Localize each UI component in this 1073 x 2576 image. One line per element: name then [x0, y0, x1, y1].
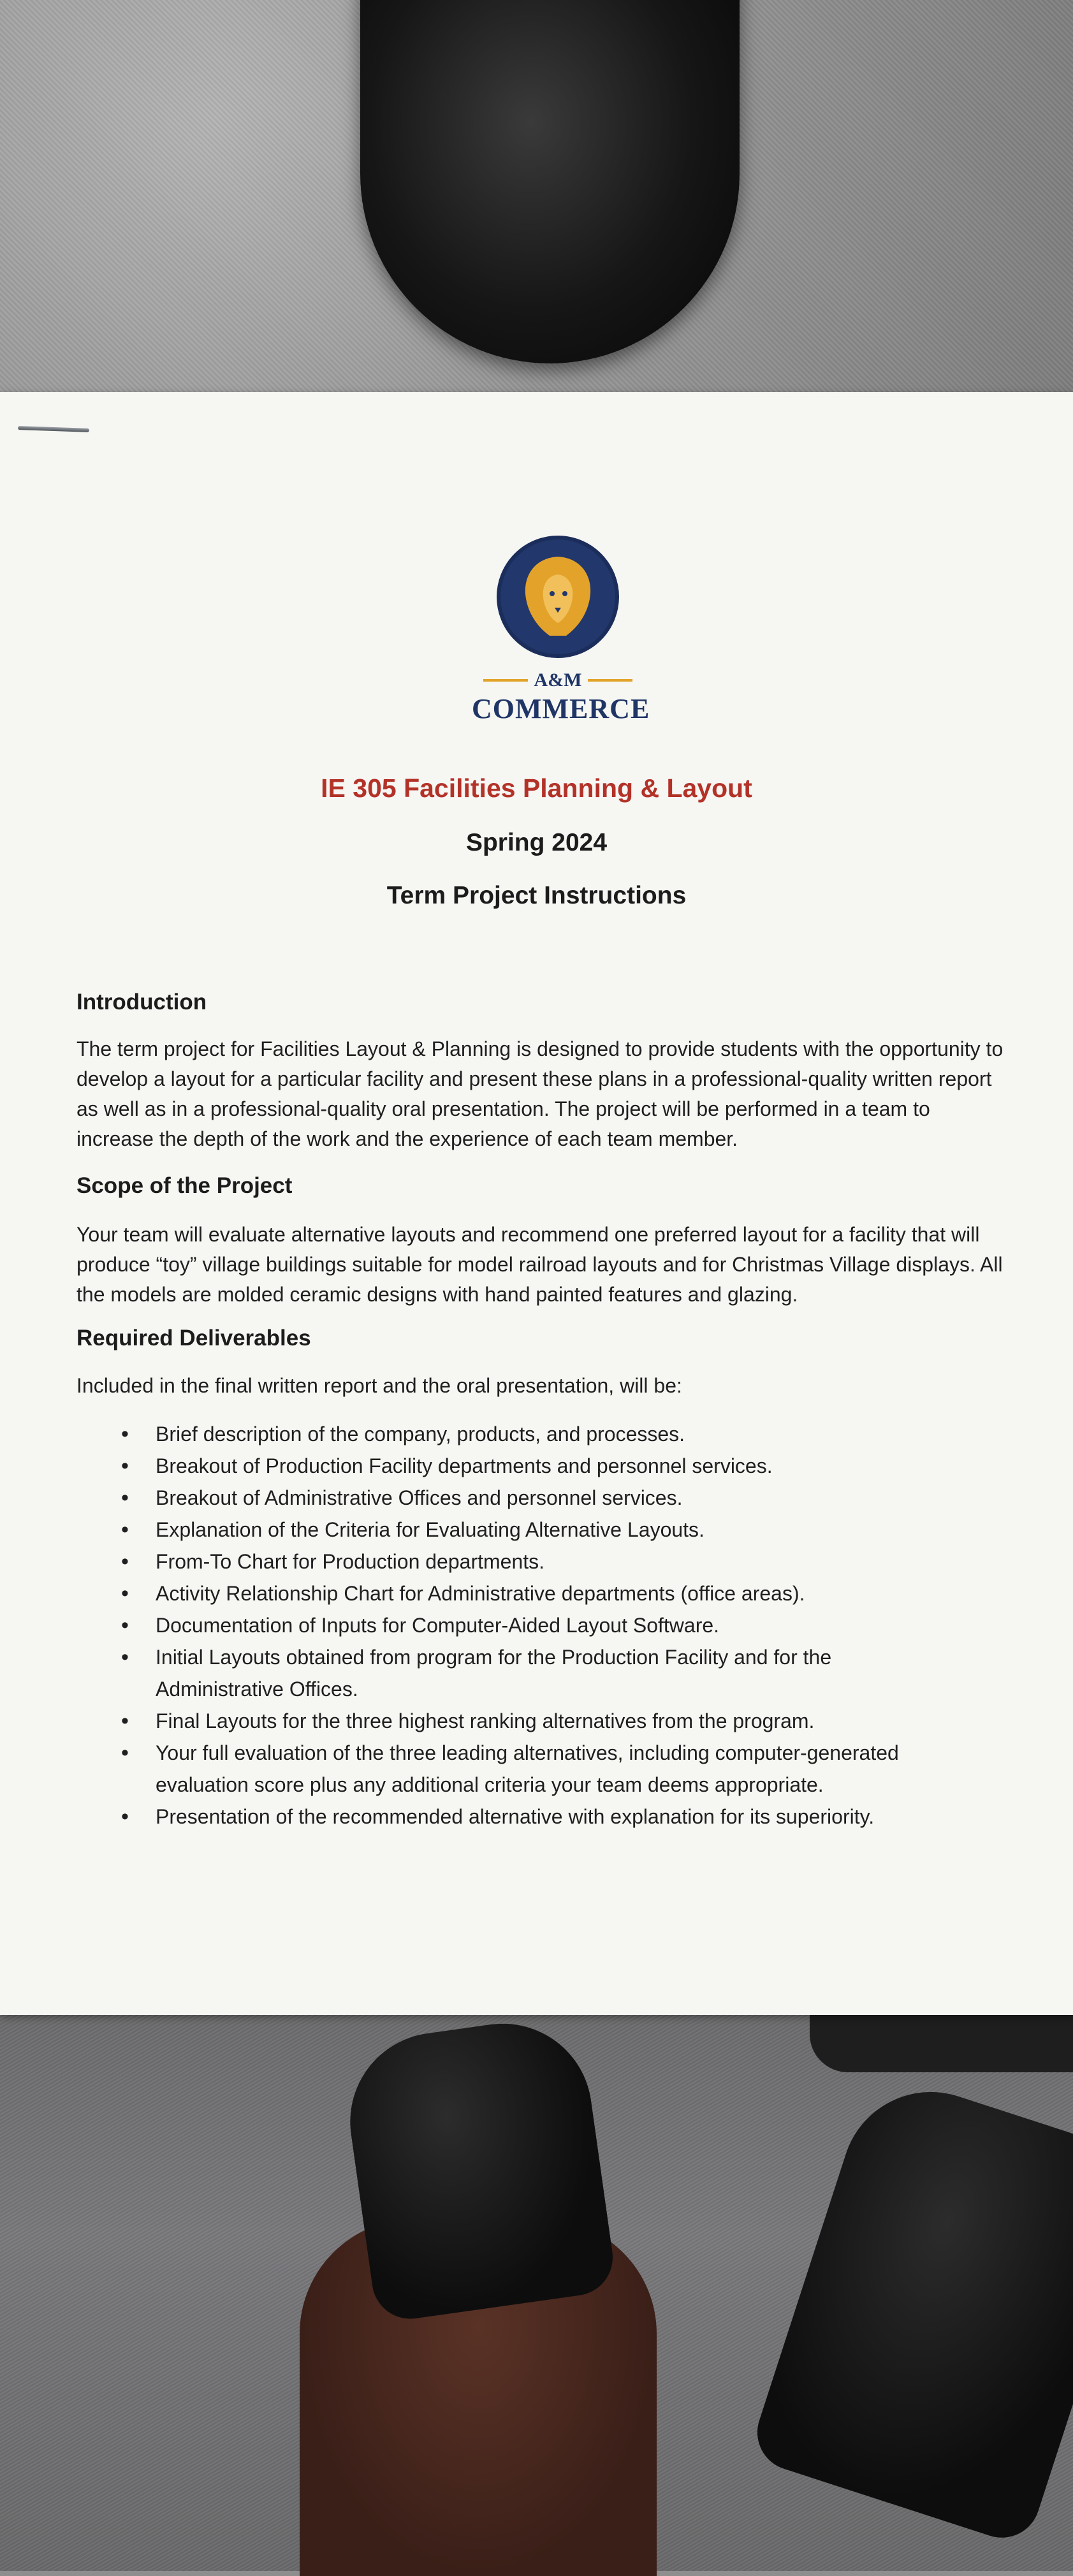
list-item: [115, 1577, 1046, 1609]
document-title: Term Project Instructions: [386, 882, 687, 909]
list-item-text: • Presentation of the recommended alternative with explanation for its superiority.: [156, 1805, 875, 1828]
list-item-text: • Documentation of Inputs for Computer-Aided Layout Software.: [156, 1614, 720, 1637]
list-item: [115, 1801, 1046, 1833]
deliverables-intro: [77, 1371, 1046, 1401]
list-item: [115, 1609, 1046, 1641]
paragraph-line: as well as in a professional-quality oral presentation. The project will be performed in a team to: [77, 1097, 930, 1120]
paragraph-line: Your team will evaluate alternative layouts and recommend one preferred layout for a facility that will: [77, 1223, 980, 1246]
course-title: IE 305 Facilities Planning & Layout: [321, 773, 752, 803]
paragraph-line: The term project for Facilities Layout & Planning is designed to provide students with the opportunity to: [77, 1037, 1004, 1060]
desk-shadow: [810, 2015, 1073, 2072]
list-item: [115, 1450, 1046, 1482]
paragraph-line: Included in the final written report and the oral presentation, will be:: [77, 1374, 682, 1397]
list-item-text: • Initial Layouts obtained from program for the Production Facility and for the: [156, 1646, 832, 1669]
logo-line1: A&M: [534, 670, 582, 691]
logo-rule-left: [483, 679, 528, 682]
paragraph-line: develop a layout for a particular facility and present these plans in a professional-quality written report: [77, 1067, 992, 1090]
list-item-text: • Breakout of Administrative Offices and personnel services.: [156, 1486, 683, 1509]
deliverables-list: [115, 1418, 1046, 1833]
list-item-text: • Your full evaluation of the three leading alternatives, including computer-generated: [156, 1741, 899, 1764]
logo-rule-right: [588, 679, 632, 682]
list-item: [115, 1705, 1046, 1737]
list-item-text: • Final Layouts for the three highest ranking alternatives from the program.: [156, 1709, 815, 1732]
list-item: [115, 1737, 1046, 1801]
logo-line2: COMMERCE: [472, 693, 650, 724]
deliverables-heading: Required Deliverables: [77, 1326, 311, 1350]
list-item-text: Administrative Offices.: [156, 1678, 358, 1701]
scope-paragraph: [77, 1220, 1046, 1310]
university-logo: [472, 536, 650, 725]
black-chair-cushion: [360, 0, 740, 363]
scope-heading: Scope of the Project: [77, 1173, 293, 1198]
list-item-text: • Activity Relationship Chart for Administrative departments (office areas).: [156, 1582, 805, 1605]
list-item-text: evaluation score plus any additional criteria your team deems appropriate.: [156, 1773, 824, 1796]
introduction-heading: Introduction: [77, 990, 207, 1014]
paragraph-line: the models are molded ceramic designs with hand painted features and glazing.: [77, 1283, 798, 1306]
lion-icon: [497, 536, 619, 658]
list-item-text: • Brief description of the company, products, and processes.: [156, 1423, 685, 1445]
semester: Spring 2024: [465, 829, 608, 856]
list-item-text: • Breakout of Production Facility departments and personnel services.: [156, 1454, 773, 1477]
list-item-text: • From-To Chart for Production departments.: [156, 1550, 545, 1573]
list-item: [115, 1514, 1046, 1546]
paragraph-line: increase the depth of the work and the experience of each team member.: [77, 1127, 738, 1150]
list-item: [115, 1482, 1046, 1514]
paragraph-line: produce “toy” village buildings suitable for model railroad layouts and for Christmas Village displays. All: [77, 1253, 1003, 1276]
list-item-text: • Explanation of the Criteria for Evaluating Alternative Layouts.: [156, 1518, 704, 1541]
list-item: [115, 1546, 1046, 1577]
list-item: [115, 1418, 1046, 1450]
list-item: [115, 1641, 1046, 1705]
introduction-paragraph: [77, 1034, 1046, 1154]
